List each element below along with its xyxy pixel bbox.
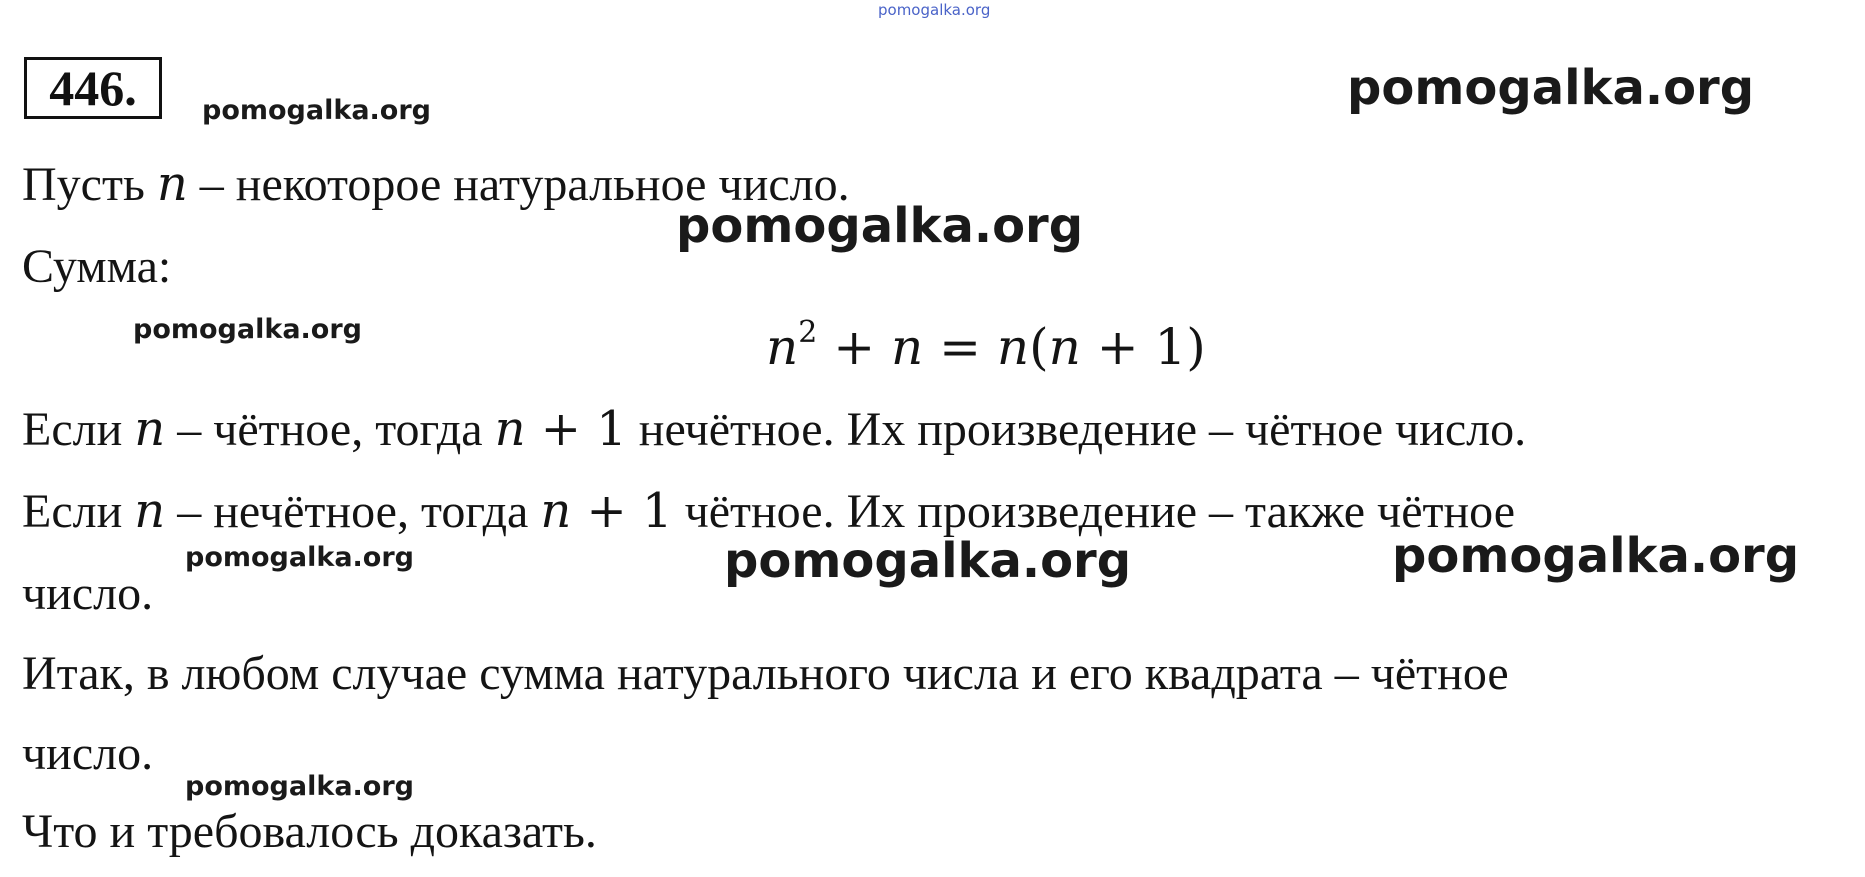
problem-number-box xyxy=(24,57,162,119)
watermark-bottom-left: pomogalka.org xyxy=(185,771,414,802)
solution-line-7: Итак, в любом случае сумма натурального числа и его квадрата – чётное xyxy=(22,647,1509,700)
line4-variable-2: n xyxy=(494,401,526,457)
formula-plus: + xyxy=(817,318,891,376)
line5-plus-one: + 1 xyxy=(571,483,673,539)
line4-suffix: нечётное. Их произведение – чётное число. xyxy=(626,403,1527,456)
line5-variable: n xyxy=(134,483,166,539)
watermark-after-line1: pomogalka.org xyxy=(676,198,1084,254)
line1-prefix: Пусть xyxy=(22,158,157,211)
line4-prefix: Если xyxy=(22,403,135,456)
line4-variable: n xyxy=(134,401,166,457)
watermark-top: pomogalka.org xyxy=(878,1,991,19)
line5-prefix: Если xyxy=(22,485,135,538)
solution-line-5 xyxy=(22,483,1516,539)
solution-line-2: Сумма: xyxy=(22,240,172,293)
line5-suffix: чётное. Их произведение – также чётное xyxy=(672,485,1516,538)
line4-mid: – чётное, тогда xyxy=(165,403,495,456)
formula-base-1: n xyxy=(766,318,799,376)
formula-rhs-var: n xyxy=(996,318,1030,376)
line1-variable: n xyxy=(156,156,188,212)
formula xyxy=(766,315,1206,376)
formula-paren-close: ) xyxy=(1186,318,1206,376)
line5-variable-2: n xyxy=(540,483,572,539)
formula-exponent: 2 xyxy=(798,315,818,350)
solution-line-4 xyxy=(22,401,1527,457)
formula-rhs-inner-var: n xyxy=(1048,318,1081,376)
solution-line-8: число. xyxy=(22,727,154,780)
formula-paren-open: ( xyxy=(1029,318,1049,376)
watermark-mid-center: pomogalka.org xyxy=(724,533,1132,589)
line5-mid: – нечётное, тогда xyxy=(165,485,541,538)
problem-number: 446. xyxy=(49,60,137,116)
formula-equals: = xyxy=(923,318,997,376)
watermark-near-formula: pomogalka.org xyxy=(133,314,362,345)
watermark-mid-right: pomogalka.org xyxy=(1392,528,1800,584)
line1-suffix: – некоторое натуральное число. xyxy=(187,158,850,211)
watermark-mid-left: pomogalka.org xyxy=(185,542,414,573)
formula-rhs-inner-rest: + 1 xyxy=(1080,318,1187,376)
watermark-header-large: pomogalka.org xyxy=(1347,60,1755,116)
watermark-header-small: pomogalka.org xyxy=(202,95,431,126)
solution-line-6: число. xyxy=(22,567,154,620)
line4-plus-one: + 1 xyxy=(525,401,627,457)
solution-line-9: Что и требовалось доказать. xyxy=(22,805,597,858)
formula-base-2: n xyxy=(890,318,924,376)
